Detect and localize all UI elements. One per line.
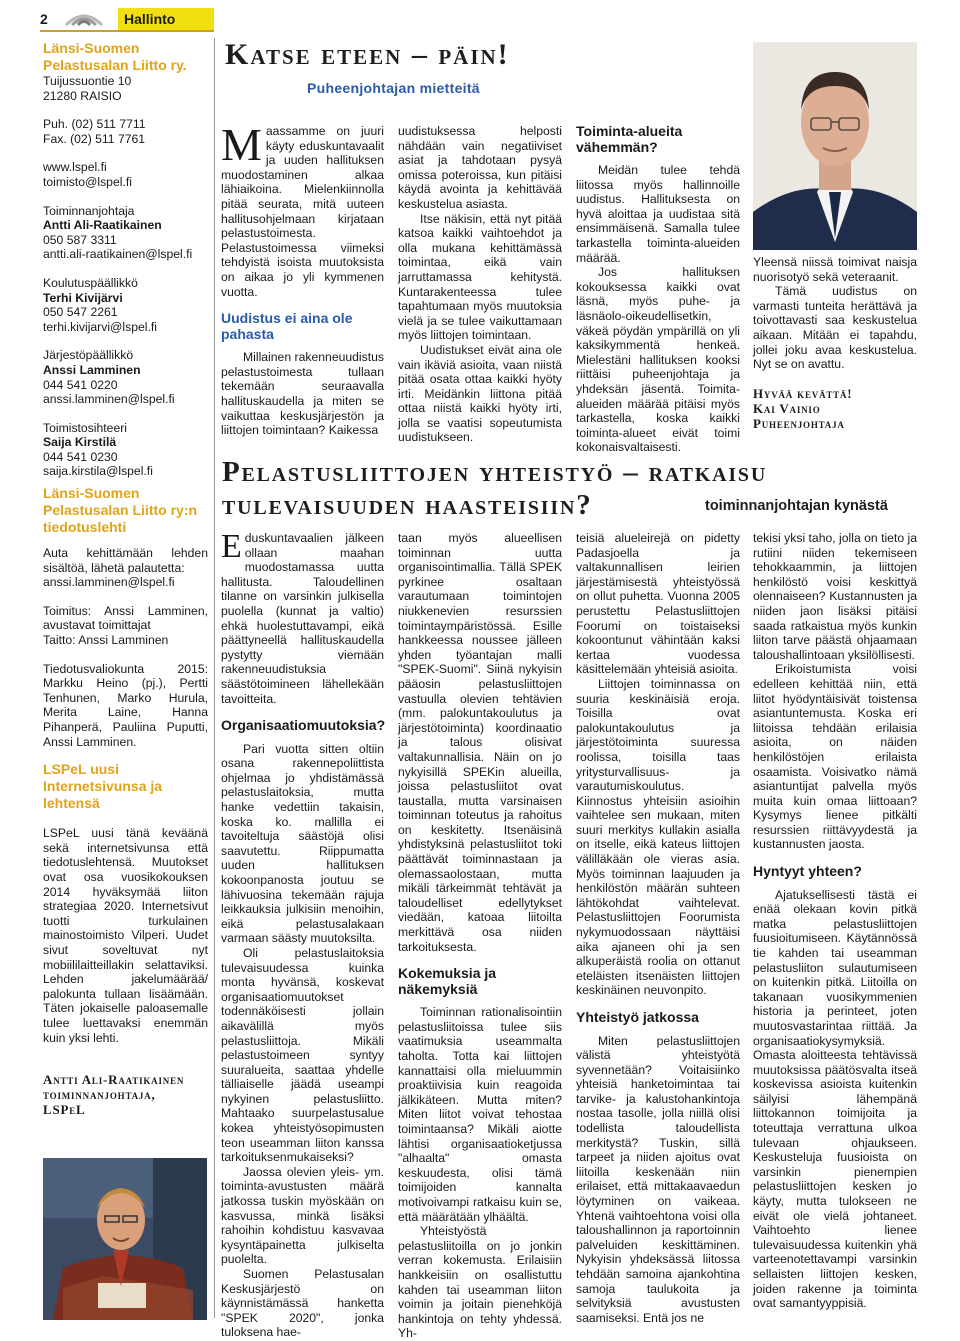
article2-col1: Eduskuntavaalien jälkeen ollaan maahan muodostamassa uutta hallitusta. Taloudellinen tilanne on varsinkin julkisella puolella (kunnat ja valtio) ehkä huolestuttavampi, eikä päättyneellä hallituskaudella pystytty viemään rakenneuudistuksia säästötoimineen lähellekään tavoitteita. Organisaatiomuutoksia? Pari vuotta sitten oltiin osana rakennepoliittista ohjelmaa jo yhdistämässä pelastuslaitoksia, mutta hanke vedettiin takaisin, koska ko. mallilla ei tavoiteltuja säästöjä olisi saavutettu. Riippumatta uuden hallituksen kokoonpanosta joutuu se lähivuosina tekemään rajuja leikkauksia julkisiin menoihin, eikä pelastusalakaan varmaan säästy muutoksilta. Oli pelastuslaitoksia tulevaisuudessa kuinka monta hyvänsä, koskevat organisaatiomuutokset todennäköisesti jollain aikavälillä myös pelastusliittoja. Mikäli pelastustoimeen syntyy suuralueita, saattaa yhdelle tälliaiselle jäädä useampi nykyinen pelastusliitto. Mahtaako suurpelastusalue kokea yhteistyösopimusten teon useamman liiton kanssa tarkoituksenmukaiseksi? Jaossa olevien yleis- ym. toiminta-avustusten määrä jatkossa tuskin myöskään on kasvussa, minkä lisäksi rahoihin kohdistuu kasvavaa kysyntäpainetta julkiselta puolelta. Suomen Pelastusalan Keskusjärjestö on käynnistämässä hanketta "SPEK 2020", jonka tuloksena hae- [221,528,386,1340]
article2-title: Pelastusliittojen yhteistyö – ratkaisu tulevaisuuden haasteisiin? [222,456,768,521]
contact-name: Saija Kirstilä [43,435,117,450]
address-line-2: 21280 RAISIO [43,88,122,103]
contact-phone: 044 541 0230 [43,449,118,464]
fax: Fax. (02) 511 7761 [43,131,146,146]
contact-role: Toimistosihteeri [43,420,127,435]
newsletter-title: Länsi-Suomen Pelastusalan Liitto ry:n tiedotuslehti [43,485,198,536]
article2-col2: taan myös alueellisen toiminnan uutta organisointimallia. Tällä SPEK pyrkinee osaltaan varautumaan toimintojen niukkenevien resurssien toimintaympäristössä. Esille hankkeessa noussee jälleen yhden työantajan malli "SPEK-Suomi". Siinä nykyisin pääosin pelastusliittojen vastuulla olevien tehtävien (mm. palokuntakoulutus ja järjestötoiminta) koordinaatio ja talous olisivat valtakunnallisia. Näin on jo nykyisillä SPEKin alueilla, joissa pelastusliitot ovat taustalla, mutta varsinaisen toiminnan toteutus ja rahoitus on keskitetty. Itsenäisinä yhdistyksinä pelastusliitot toki päättävät toiminnastaan ja olemassaolostaan, mutta mikäli tärkeimmät tehtävät ja taloudelliset edellytykset viedään, katoaa liitoilta merkittävä osa niiden tarkoituksesta. Kokemuksia ja näkemyksiä Toiminnan rationalisointiin pelastusliitoissa tulee siis vaatimuksia useammalta taholta. Totta kai liittojen kannattaisi olla mieluummin proaktiivisia kuin reagoida jälkikäteen. Mutta miten? Miten liitot voivat tehostaa toimintaansa? Mikäli aiotte lähtisi organisaatioketjussa "alhaalta" omasta keskuudesta, olisi tämä toimijoiden kannalta motivoivampi ratkaisu kuin se, että määrätään ylhäältä. Yhteistyöstä pelastusliitoilla on jo jonkin verran kokemusta. Erilaisiin hankkeisiin on osallistuttu kahden tai useamman liiton voimin ja joitain pienehköjä hankintoja on tehty yhdessä. Yh- [398,531,562,1341]
liitto-logo-icon [64,5,104,27]
article1-subheading: Uudistus ei aina ole pahasta [221,310,353,342]
article1-col3: Toiminta-alueita vähemmän? Meidän tulee tehdä liitossa myös hallinnoille uudistus. Hallituksesta on hyvä aloittaa ja uudistaa sitä ensimmäisenä. Samalla tulee tarkastella toiminta-alueiden määrää. Jos hallituksen kokouksessa kaikki ovat läsnä, myös puhe- ja läsnäolo-oikeudellisetkin, väkeä pöydän ympärillä on yli kaksikymmentä henkeä. Mielestäni hallituksen kooksi riittäisi puheenjohtaja ja yhdeksän jäsentä. Toimita-alueiden määrää pitäisi myös tarkastella, koska kaikki toiminta-alueet eivät toimi kokonaisvaltaisesti. [576,123,740,455]
address-line-1: Tuijussuontie 10 [43,74,132,88]
chairman-photo [753,42,917,250]
article1-subheading: Toiminta-alueita vähemmän? [576,123,683,155]
website-link[interactable]: www.lspel.fi [43,160,107,175]
contact-name: Terhi Kivijärvi [43,290,123,305]
contact-phone: 050 547 2261 [43,305,118,320]
contact-role: Järjestöpäällikkö [43,348,134,363]
org-title: Länsi-Suomen Pelastusalan Liitto ry. [43,40,187,73]
sidebar-signature: Antti Ali-Raatikainen toiminnanjohtaja, LSPeL [43,1072,185,1117]
contact-phone: 044 541 0220 [43,377,118,392]
header-rule [40,30,214,32]
contact-role: Koulutuspäällikkö [43,275,138,290]
contact-email[interactable]: saija.kirstila@lspel.fi [43,464,153,479]
article1-col2: uudistuksessa helposti nähdään vain negatiiviset asiat ja tahdotaan pysyä omissa poteroissa, kun pitäisi käydä avointa ja kehittävää keskustelua asiasta. Itse näkisin, että nyt pitää katsoa kaikki vaihtoehdot ja olla mukana kehittämässä toimintaa, eikä vain jarruttamassa kehitystä. Kuntarakenteessa tulee tapahtumaan myös muutoksia vielä ja se tulee vaikuttamaan myös liittojen toimintaan. Uudistukset eivät aina ole vain ikäviä asioita, vaan niistä pitää osata ottaa kaikki hyöty irti. Meidänkin liittona pitää ottaa niistä kaikki hyöty irti, jolla se vaatisi sopeutumista uudistukseen. [398,124,562,445]
section-label: Hallinto [118,8,214,30]
contact-phone: 050 587 3311 [43,232,117,247]
article1-col1: Maassamme on juuri käyty eduskuntavaalit ja uuden hallituksen muodostaminen alkaa lähiaikoina. Mielenkiinnolla pitää seurata, mitä uuteen hallitusohjelmaan kirjataan pelastustoimesta. Pelastustoimessa viimeksi tehdyistä isoista muutoksista on aikaa jo yli kymmenen vuotta. Uudistus ei aina ole pahasta Millainen rakenneuudistus pelastustoimesta tullaan tekemään seuraavalla hallituskaudella ja miten se vaikuttaa keskusjärjestön ja liittojen toimintaan? Kaikessa [221,119,384,438]
newsletter-text: Auta kehittämään lehden sisältöä, lähetä palautetta: [43,546,208,575]
article2-subheading: Kokemuksia ja näkemyksiä [398,965,497,997]
author-photo [43,1158,207,1320]
email-link[interactable]: toimisto@lspel.fi [43,174,132,189]
layout-credits: Taitto: Anssi Lamminen [43,633,169,648]
newsletter-email[interactable]: anssi.lamminen@lspel.fi [43,575,175,590]
committee-credits: Tiedotusvaliokunta 2015: Markku Heino (pj.), Pertti Tenhunen, Marko Hurula, Merita Laine, Hanna Pihanperä, Pauliina Puputti, Anssi Lamminen. [43,661,208,749]
contact-name: Anssi Lamminen [43,362,141,377]
phone: Puh. (02) 511 7711 [43,117,146,132]
article1-signature: Hyvää kevättä! Kai Vainio Puheenjohtaja [753,385,853,431]
article2-col4: tekisi yksi taho, jolla on tieto ja rutiini niiden tekemiseen tehokkaammin, ja liittojen henkilöstö voisi keskittyä olennaiseen? Kustannusten ja niiden jaon lisäksi pitäisi saada ratkaistua myös kunkin liiton tarve päästä ohjaamaan taloushallintoaan yksilöllisesti. Erikoistumista voisi edelleen kehittää niin, että liitot hyödyntäisivät toistensa asiantuntemusta. Koska eri liitoissa tehdään erilaisia asioita, on näiden henkilöstöjen erilaista osaamista. Voisivatko nämä asiantuntijat palvella myös muita kuin omaa liittoaan? Kysymys lienee pitkälti resurssien riittävyydestä ja kustannusten jaosta. Hyntyyt yhteen? Ajatuksellisesti tästä ei enää olekaan kovin pitkä matka pelastusliittojen fuusioitumiseen. Käytännössä tie kahden tai useamman pelastusliiton sulautumiseen on kuitenkin pitkä. Liitoilla on takanaan vuosikymmenien historia ja perinteet, joten muutosvastarintaa riittää. Ja organisaatiokysymyksiä. Omasta aloitteesta tehtävissä muutoksissa päätösvalta itseä koskevissa asioista kuitenkin säilyisi lähempänä liittokannon toimijoita ja toteuttaja verrattuna ulkoa tulevaan ohjaukseen. Keskusteluja fuusioista on varsinkin pienempien pelastusliittojen kesken jo käyty, mutta tulokseen ne eivät ole vielä johtaneet. Vaihtoehto lienee tulevaisuudessa kuitenkin yhä varteenotettavampi varsinkin sellaisten liittojen kesken, joiden rakenne ja toiminta ovat samantyyppisiä. [753,531,917,1311]
contact-email[interactable]: anssi.lamminen@lspel.fi [43,392,175,407]
contact-role: Toiminnanjohtaja [43,203,135,218]
column-divider [214,38,215,1318]
article1-col4: Yleensä niissä toimivat naisja nuorisotyö sekä veteraanit. Tämä uudistus on varmasti tunteita herättävä ja toivottavasti saa keskustelua aikaan. Mitään ei tapahdu, jollei joku avaa keskustelua. Nyt se on avattu. Hyvää kevättä! Kai Vainio Puheenjohtaja [753,255,917,431]
article2-subheading: Yhteistyö jatkossa [576,1009,699,1025]
lspel-heading: LSPeL uusi Internetsivunsa ja lehtensä [43,761,163,812]
drop-cap: E [221,528,242,565]
lspel-text: LSPeL uusi tänä keväänä sekä internetsivunsa että tiedotuslehtensä. Muutokset ovat osa vuosikokouksen 2014 hyväksymää liiton strategiaa 2020. Internetsivut tuotti turkulainen mainostoimisto Vilperi. Uudet sivut soveltuvat nyt mobiililaitteillakin selattaviksi. Lehden jakelumäärää/ palokunta tullaan lisäämään. Täten jokaiselle paloasemalle tulee luettavaksi enemmän kuin yksi lehti. [43,826,208,1045]
contact-email[interactable]: terhi.kivijarvi@lspel.fi [43,319,157,334]
article2-subheading: Hyntyyt yhteen? [753,863,862,880]
page-number: 2 [40,11,48,27]
editing-credits: Toimitus: Anssi Lamminen, avustavat toimittajat [43,603,208,633]
article2-subheading: Organisaatiomuutoksia? [221,717,386,734]
sidebar [43,40,208,1045]
article1-subtitle: Puheenjohtajan mietteitä [307,80,480,96]
drop-cap: M [221,119,262,170]
article2-subtitle: toiminnanjohtajan kynästä [705,498,888,514]
contact-name: Antti Ali-Raatikainen [43,218,162,233]
article2-col3: teisiä alueleirejä on pidetty Padasjoella ja valtakunnallisen leirien järjestämisestä yhteistyössä on ollut puhetta. Vuonna 2005 perustettu Pelastusliittojen Foorumi on toistaiseksi kokoontunut vähintään kaksi kertaa vuodessa käsittelemään yhteisiä asioita. Liittojen toiminnassa on suuria keskinäisiä eroja. Toisilla ovat palokuntakoulutus ja järjestötoiminta suuressa roolissa, toisilla taas yritysturvallisuus- ja varautumiskoulutus. Kiinnostus yhteisiin asioihin vaihtelee sen mukaan, miten suuri merkitys kullakin asialla on itselle, eikä kateus liittojen välilläkään ole vieras asia. Myös toiminnan laajuuden ja henkilöstön määrän suhteen lähtökohdat vaihtelevat. Pelastusliittojen Foorumista nykymuodossaan näyttäisi aika ajaneen ohi ja sen alkuperäistä roolia on ottanut eteläisten itsenäisten liittojen keskinäinen neuvonpito. Yhteistyö jatkossa Miten pelastusliittojen välistä yhteistyötä syvennetään? Voitaisiinko yhteisiä hanketoimintaa tai tarvike- ja kalustohankintoja nostaa tasolle, jolla niillä olisi todellista taloudellista merkitystä? Tuskin, sillä tarpeet ja niiden ajoitus ovat liitoilla keskenään niin erilaiset, että mittakaavaedun löytyminen on vaikeaa. Yhtenä vaihtoehtona voisi olla taloushallinnon ja raportoinnin palveluiden keskittäminen. Nykyisin yhdeksässä liitossa tehdään samoina ajankohtina samoja taulukoita ja selvityksiä avustusten saamiseksi. Entä jos ne [576,531,740,1325]
page-header [0,0,960,34]
article1-title: Katse eteen – päin! [225,38,510,71]
contact-email[interactable]: antti.ali-raatikainen@lspel.fi [43,247,193,262]
